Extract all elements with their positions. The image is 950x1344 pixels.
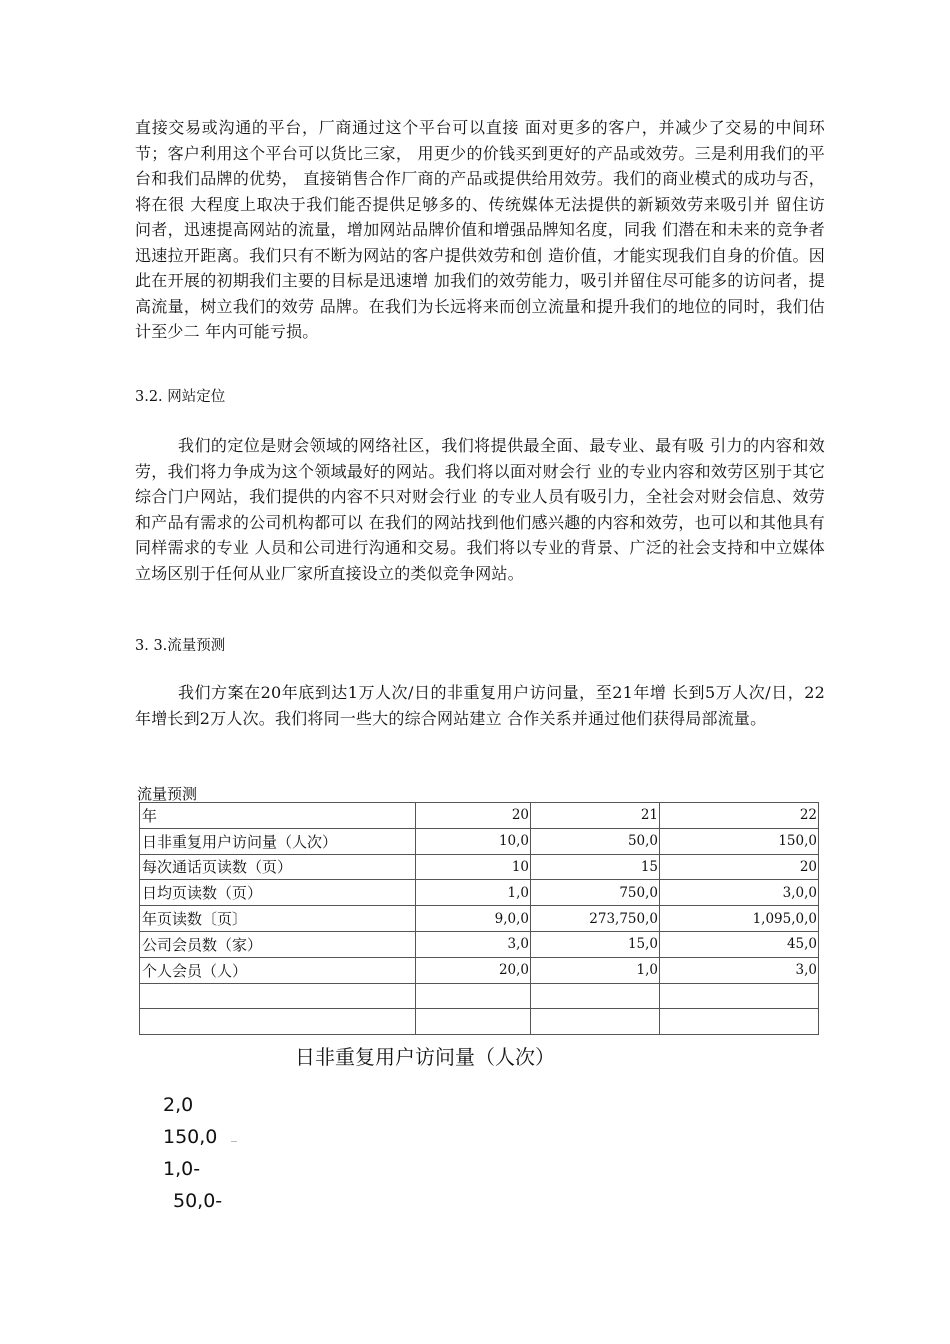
table-row-label: 年页读数〔页〕	[140, 906, 416, 932]
table-cell: 150,0	[660, 828, 819, 854]
table-caption: 流量预测	[137, 785, 198, 803]
section-heading-3-3: 3. 3.流量预测	[135, 638, 226, 654]
table-cell: 10	[416, 854, 531, 880]
table-cell: 20	[660, 854, 819, 880]
table-row-label	[140, 983, 416, 1009]
table-row-label	[140, 1009, 416, 1035]
table-cell	[531, 1009, 660, 1035]
table-cell: 3,0,0	[660, 880, 819, 906]
table-row-label: 个人会员（人）	[140, 957, 416, 983]
table-row	[140, 1009, 819, 1035]
table-cell: 15	[531, 854, 660, 880]
table-cell: 273,750,0	[531, 906, 660, 932]
y-tick-label: 50,0-	[173, 1190, 223, 1212]
table-row	[140, 931, 819, 957]
table-row-label: 每次通话页读数（页）	[140, 854, 416, 880]
table-row	[140, 906, 819, 932]
y-tick-label: 1,0-	[163, 1158, 201, 1180]
table-cell: 50,0	[531, 828, 660, 854]
table-cell	[660, 1009, 819, 1035]
table-cell	[416, 983, 531, 1009]
table-cell: 1,0	[531, 957, 660, 983]
table-cell: 1,095,0,0	[660, 906, 819, 932]
table-cell	[416, 1009, 531, 1035]
table-cell	[531, 983, 660, 1009]
table-cell: 20,0	[416, 957, 531, 983]
table-cell: 45,0	[660, 931, 819, 957]
table-row	[140, 854, 819, 880]
intro-paragraph: 直接交易或沟通的平台，厂商通过这个平台可以直接 面对更多的客户，并减少了交易的中间环节；客户利用这个平台可以货比三家， 用更少的价钱买到更好的产品或效劳。三是利用我们的平台和我们品牌的优势， 直接销售合作厂商的产品或提供给用效劳。我们的商业模式的成功与否，将在很 大程度上取决于我们能否提供足够多的、传统媒体无法提供的新颖效劳来吸引并 留住访问者，迅速提高网站的流量，增加网站品牌价值和增强品牌知名度，同我 们潜在和未来的竞争者迅速拉开距离。我们只有不断为网站的客户提供效劳和创 造价值，才能实现我们自身的价值。因此在开展的初期我们主要的目标是迅速增 加我们的效劳能力，吸引并留住尽可能多的访问者，提高流量，树立我们的效劳 品牌。在我们为长远将来而创立流量和提升我们的地位的同时，我们估计至少二 年内可能亏损。	[135, 118, 825, 341]
y-tick-label: 2,0	[163, 1094, 194, 1116]
table-cell: 9,0,0	[416, 906, 531, 932]
traffic-forecast-table	[139, 802, 819, 1035]
table-header-cell: 年	[140, 803, 416, 829]
table-cell: 10,0	[416, 828, 531, 854]
table-row-label: 公司会员数（家）	[140, 931, 416, 957]
table-row	[140, 828, 819, 854]
table-row	[140, 957, 819, 983]
table-header-row	[140, 803, 819, 829]
table-row	[140, 880, 819, 906]
y-tick-label: 150,0	[163, 1126, 218, 1148]
traffic-paragraph: 我们方案在20年底到达1万人次/日的非重复用户访问量，至21年增 长到5万人次/日，22年增长到2万人次。我们将同一些大的综合网站建立 合作关系并通过他们获得局部流量。	[135, 683, 825, 728]
section-heading-3-2: 3.2. 网站定位	[135, 389, 226, 405]
table-row-label: 日均页读数（页）	[140, 880, 416, 906]
table-cell: 3,0	[660, 957, 819, 983]
table-row	[140, 983, 819, 1009]
table-row-label: 日非重复用户访问量（人次）	[140, 828, 416, 854]
table-header-cell: 20	[416, 803, 531, 829]
table-cell: 3,0	[416, 931, 531, 957]
table-cell: 15,0	[531, 931, 660, 957]
table-header-cell: 22	[660, 803, 819, 829]
chart-title: 日非重复用户访问量（人次）	[295, 1045, 555, 1069]
table-cell: 750,0	[531, 880, 660, 906]
positioning-paragraph: 我们的定位是财会领域的网络社区，我们将提供最全面、最专业、最有吸 引力的内容和效劳，我们将力争成为这个领域最好的网站。我们将以面对财会行 业的专业内容和效劳区别于其它综合门户网站，我们提供的内容不只对财会行业 的专业人员有吸引力，全社会对财会信息、效劳和产品有需求的公司机构都可以 在我们的网站找到他们感兴趣的内容和效劳，也可以和其他具有同样需求的专业 人员和公司进行沟通和交易。我们将以专业的背景、广泛的社会支持和中立媒体 立场区别于任何从业厂家所直接设立的类似竞争网站。	[135, 436, 825, 583]
tick-mark	[231, 1141, 237, 1142]
table-cell	[660, 983, 819, 1009]
table-header-cell: 21	[531, 803, 660, 829]
table-cell: 1,0	[416, 880, 531, 906]
